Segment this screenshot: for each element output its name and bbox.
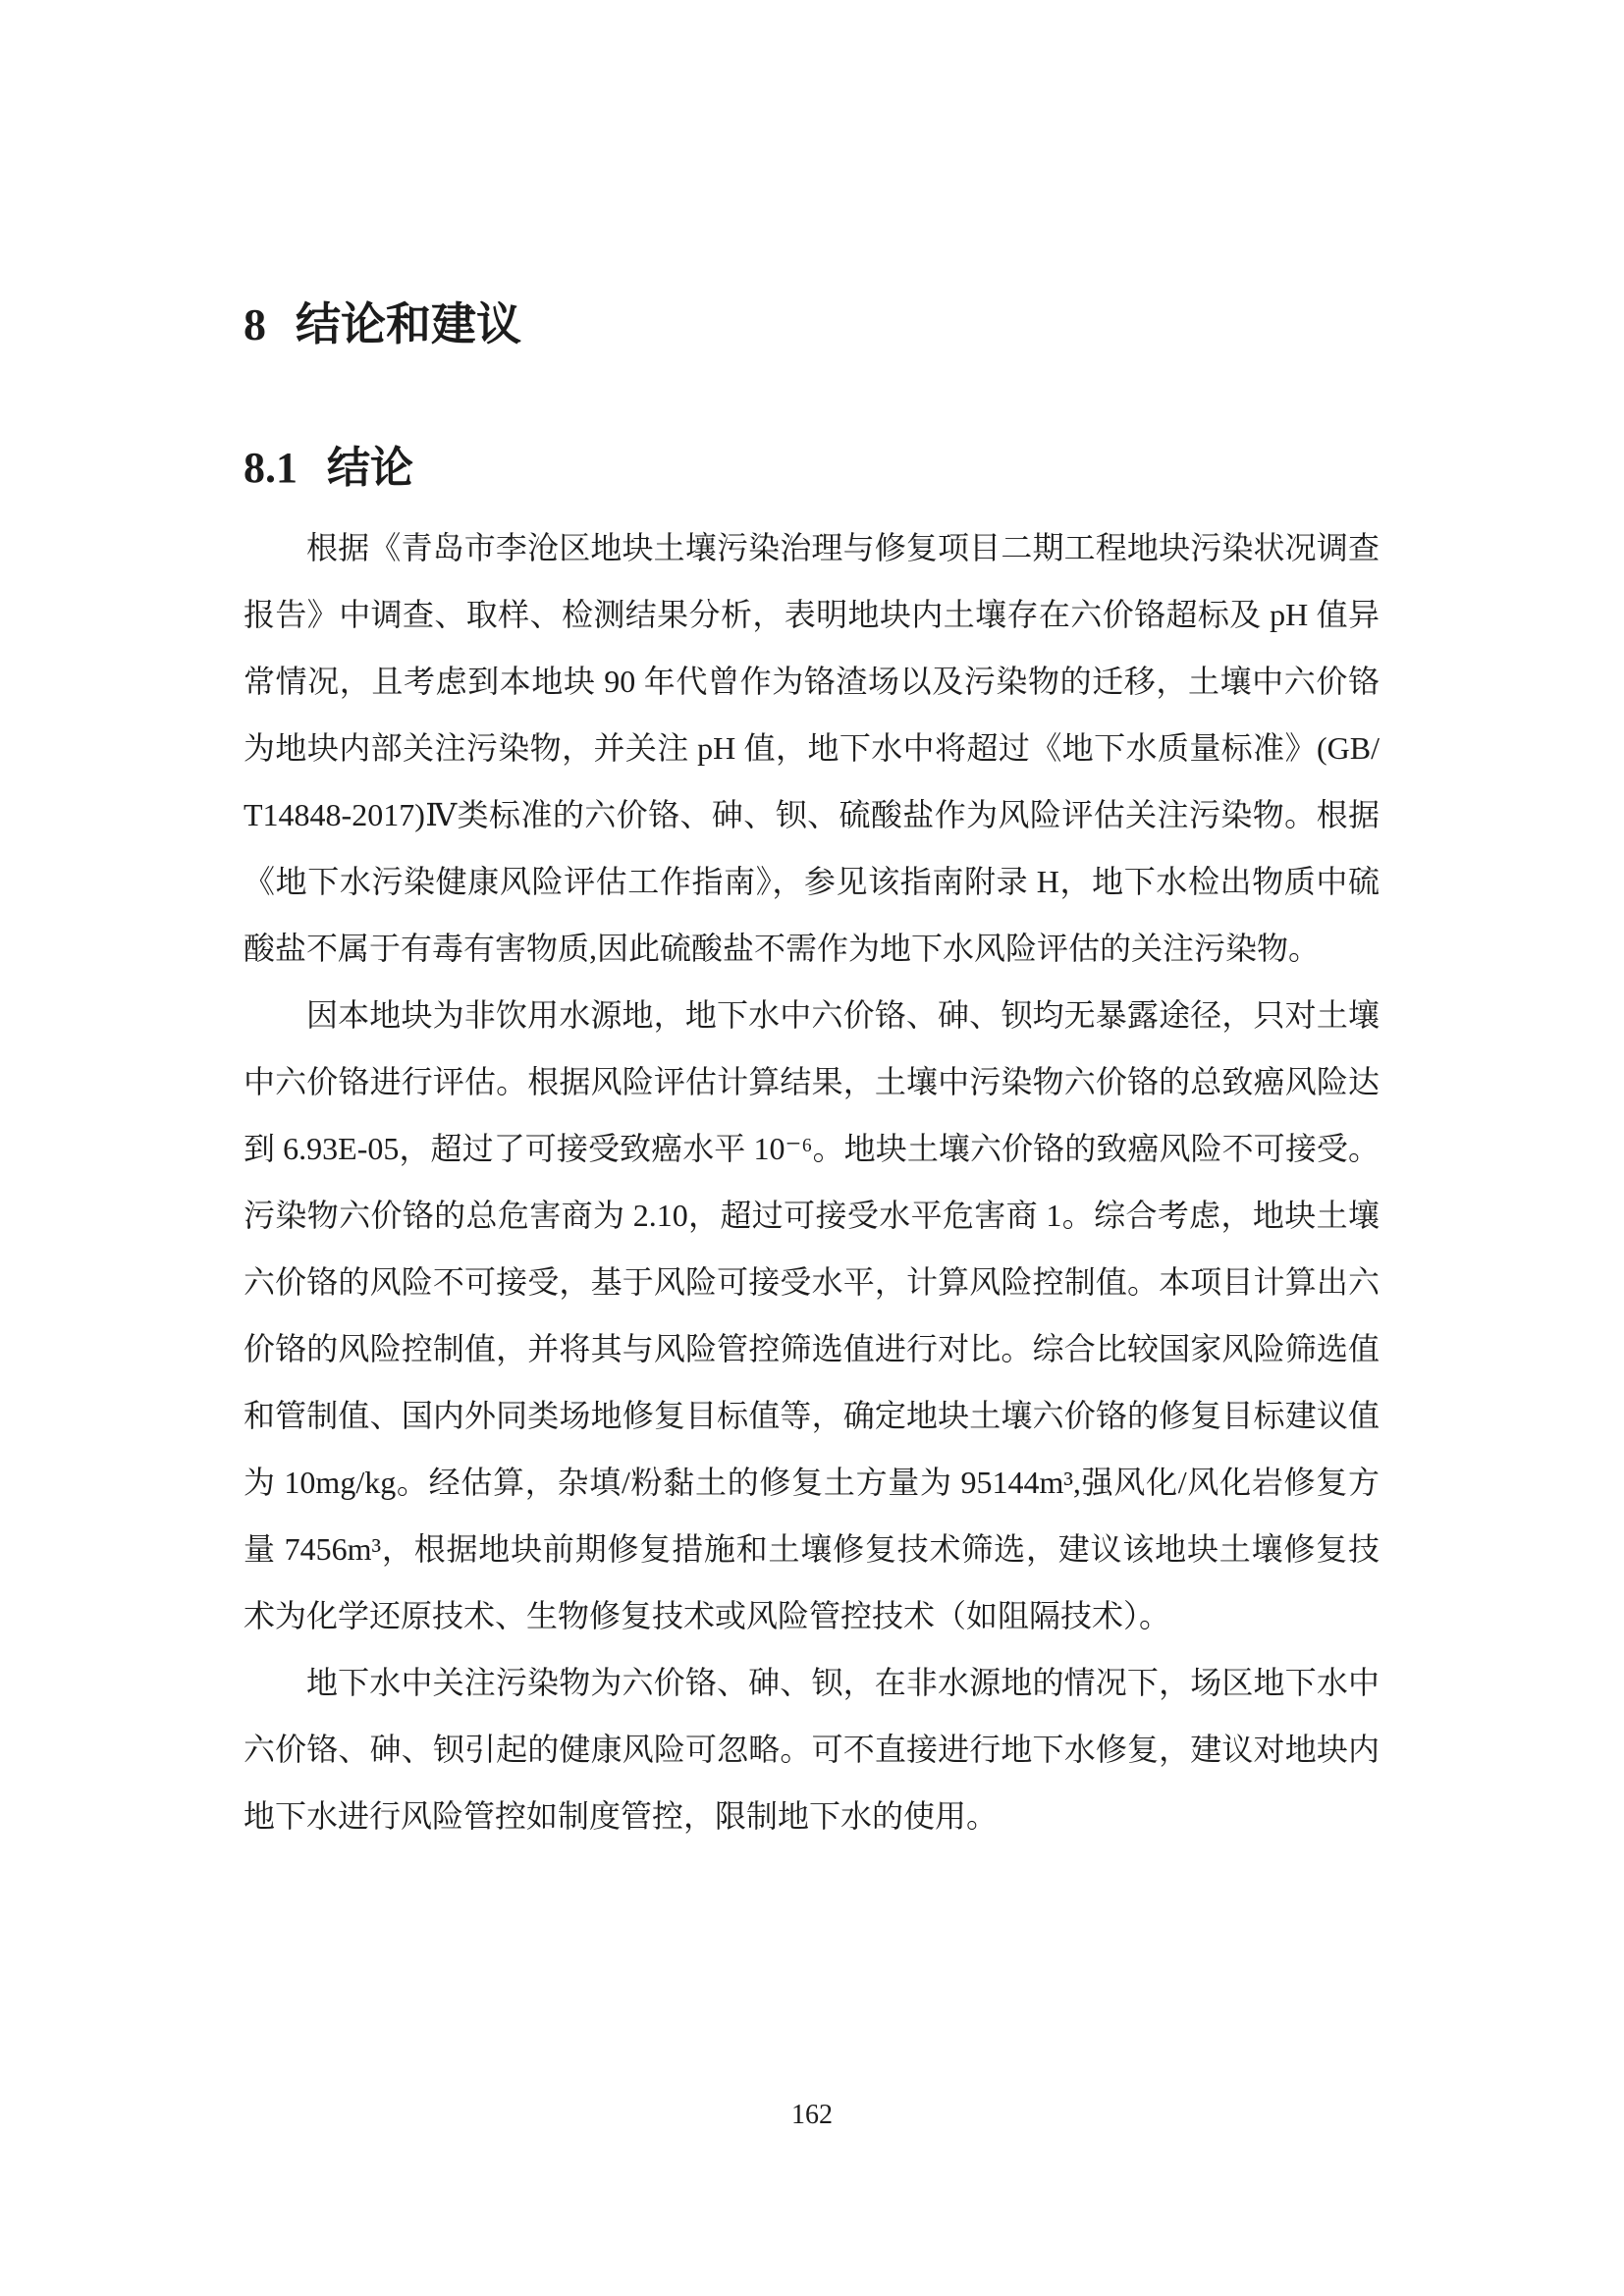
chapter-title: 结论和建议 [296,298,521,349]
section-heading [244,443,413,495]
body-paragraph: 地下水中关注污染物为六价铬、砷、钡，在非水源地的情况下，场区地下水中六价铬、砷、钡引起的健康风险可忽略。可不直接进行地下水修复，建议对地块内地下水进行风险管控如制度管控，限制地下水的使用。 [244,1665,1380,1834]
section-title: 结论 [327,443,413,492]
body-text [244,514,1380,1849]
body-paragraph: 根据《青岛市李沧区地块土壤污染治理与修复项目二期工程地块污染状况调查报告》中调查、取样、检测结果分析，表明地块内土壤存在六价铬超标及 pH 值异常情况，且考虑到本地块 90 年代曾作为铬渣场以及污染物的迁移，土壤中六价铬为地块内部关注污染物，并关注 pH 值，地下水中将超过《地下水质量标准》(GB/T14848-2017)Ⅳ类标准的六价铬、砷、钡、硫酸盐作为风险评估关注污染物。根据《地下水污染健康风险评估工作指南》，参见该指南附录 H，地下水检出物质中硫酸盐不属于有毒有害物质,因此硫酸盐不需作为地下水风险评估的关注污染物。 [244,530,1380,966]
section-number: 8.1 [244,443,298,492]
body-paragraph: 因本地块为非饮用水源地，地下水中六价铬、砷、钡均无暴露途径，只对土壤中六价铬进行评估。根据风险评估计算结果，土壤中污染物六价铬的总致癌风险达到 6.93E-05，超过了可接受致癌水平 10⁻⁶。地块土壤六价铬的致癌风险不可接受。污染物六价铬的总危害商为 2.10，超过可接受水平危害商 1。综合考虑，地块土壤六价铬的风险不可接受，基于风险可接受水平，计算风险控制值。本项目计算出六价铬的风险控制值，并将其与风险管控筛选值进行对比。综合比较国家风险筛选值和管制值、国内外同类场地修复目标值等，确定地块土壤六价铬的修复目标建议值为 10mg/kg。经估算，杂填/粉黏土的修复土方量为 95144m³,强风化/风化岩修复方量 7456m³，根据地块前期修复措施和土壤修复技术筛选，建议该地块土壤修复技术为化学还原技术、生物修复技术或风险管控技术（如阻隔技术）。 [244,997,1380,1633]
chapter-heading [244,297,521,351]
chapter-number: 8 [244,298,266,349]
page-number: 162 [791,2100,833,2130]
